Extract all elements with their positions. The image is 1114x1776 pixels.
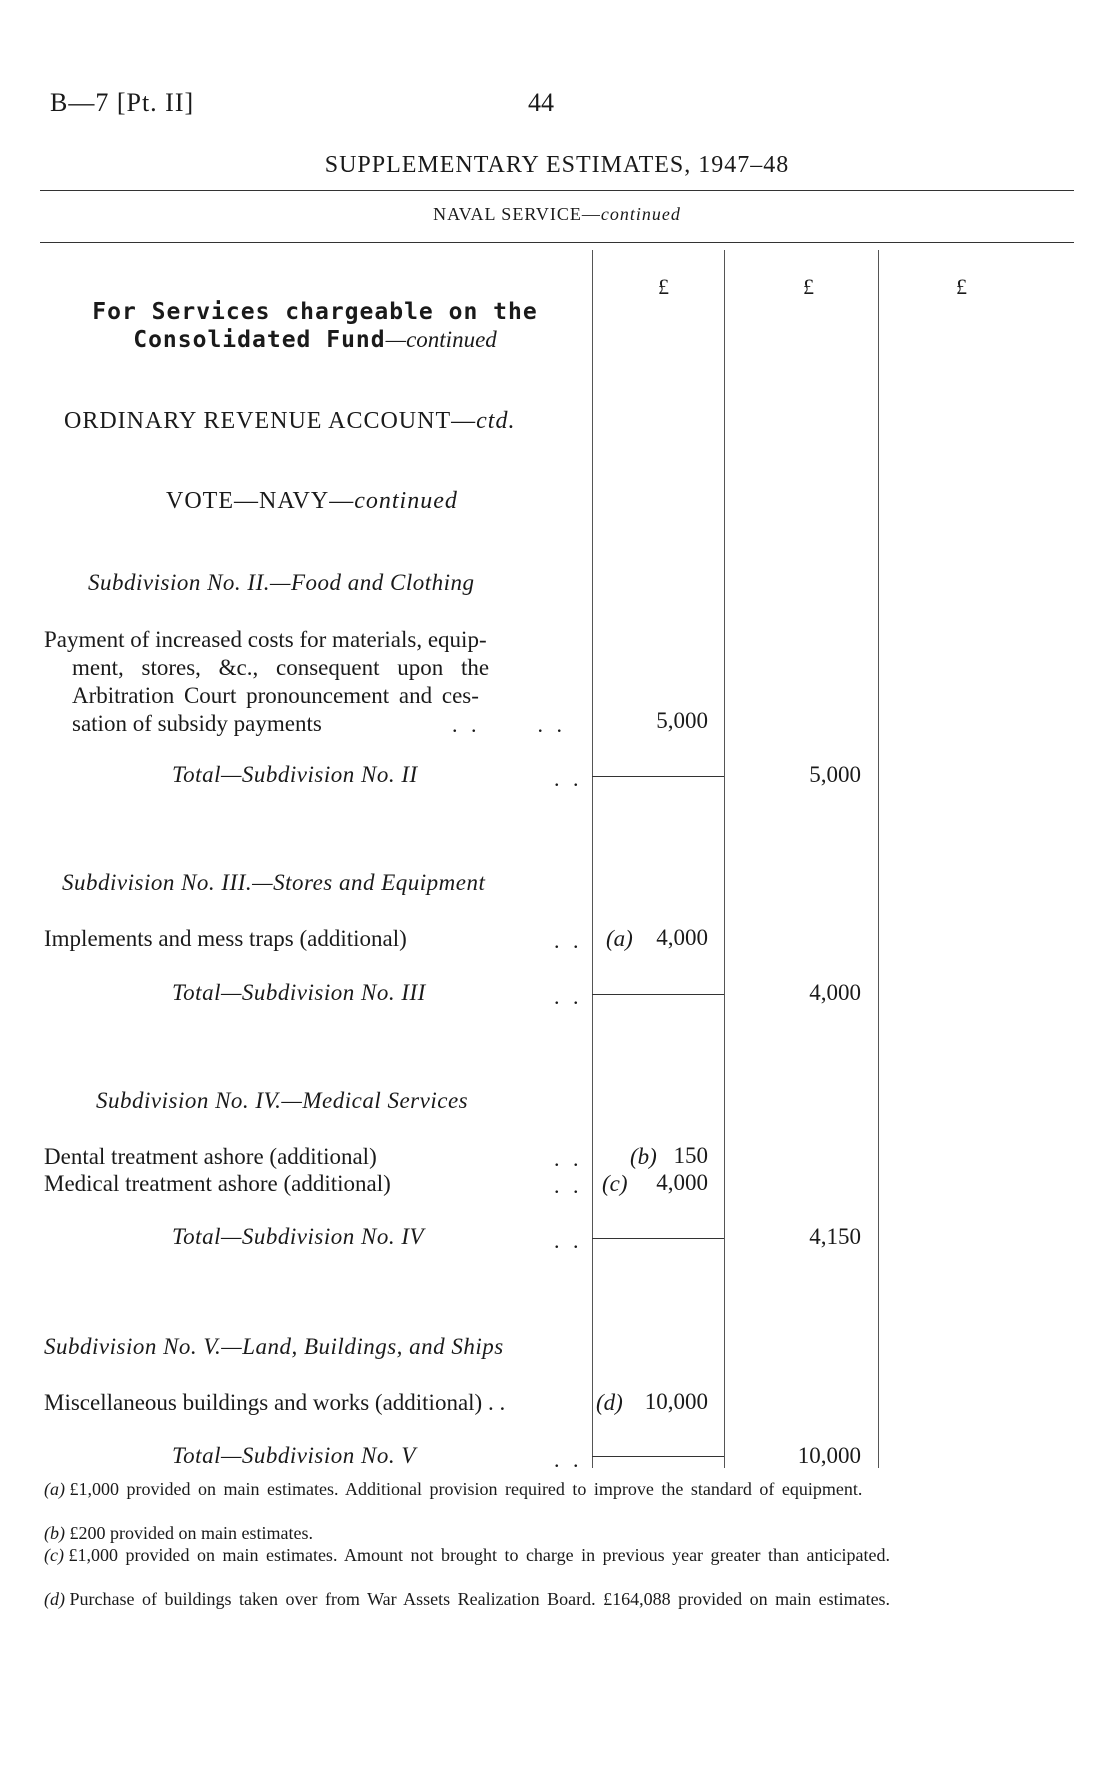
subdivision-heading: Subdivision No. III.—Stores and Equipment [62,870,486,895]
column-divider-3 [878,250,879,1468]
section-title-continued: continued [600,204,681,224]
account-heading-continued: ctd. [476,408,516,434]
footnote [44,1588,1044,1610]
fund-heading-line1: For Services chargeable on the [92,299,538,325]
leader-dots: . . [554,1146,583,1171]
total-rule [592,994,724,995]
section-title [0,204,1114,225]
column-divider-2 [724,250,725,1468]
subdivision-heading: Subdivision No. II.—Food and Clothing [88,570,475,595]
fund-heading [40,298,590,354]
footnote [44,1522,1044,1544]
leader-dots: . . [554,1173,583,1198]
list-item-text: Implements and mess traps (additional) [44,926,407,951]
section-rule [40,242,1074,243]
page-title: SUPPLEMENTARY ESTIMATES, 1947–48 [324,152,790,178]
subdivision-heading: Subdivision No. V.—Land, Buildings, and Ships [44,1334,504,1359]
footnote-label: (c) [44,1545,64,1565]
section-title-main: NAVAL SERVICE— [433,204,601,224]
column-divider-1 [592,250,593,1468]
subdivision-heading: Subdivision No. IV.—Medical Services [96,1088,469,1113]
item-line: Payment of increased costs for materials, equip- [44,627,487,652]
top-rule [40,190,1074,191]
subdivision-total: 10,000 [797,1443,861,1468]
vote-heading-continued: continued [354,488,458,514]
footnote [44,1478,1044,1500]
subdivision-total: 5,000 [809,762,861,787]
account-heading-main: ORDINARY REVENUE ACCOUNT— [64,408,477,434]
item-amount: 10,000 [644,1389,708,1414]
item-amount: 4,000 [656,1170,708,1195]
item-amount: 150 [673,1143,708,1168]
item-amount: 5,000 [656,708,708,733]
account-heading [64,408,515,435]
footnote [44,1544,1044,1566]
leader-dots: . . [554,984,583,1009]
page-number: 44 [528,88,554,117]
footnote-text: Purchase of buildings taken over from War Assets Realization Board. £164,088 provided on main estimates. [69,1589,891,1609]
total-rule [592,1238,724,1239]
item-line: ment, stores, &c., consequent upon the [72,655,490,680]
currency-header-3: £ [956,274,967,299]
list-item-text: Medical treatment ashore (additional) [44,1171,391,1196]
subdivision-total: 4,150 [809,1224,861,1249]
total-rule [592,1456,724,1457]
item-line: sation of subsidy payments [72,711,322,736]
subdivision-total: 4,000 [809,980,861,1005]
footnote-ref: (a) [606,926,633,951]
footnote-text: £1,000 provided on main estimates. Additional provision required to improve the standard of equipment. [69,1479,863,1499]
item-line: Arbitration Court pronouncement and ces- [72,683,479,708]
leader-dots: . . [554,1447,583,1472]
leader-dots: . . [554,1228,583,1253]
list-item-text: Miscellaneous buildings and works (additional) . . [44,1390,506,1415]
footnote-ref: (b) [630,1144,657,1169]
total-rule [592,776,724,777]
list-item-text [44,626,489,738]
currency-header-1: £ [658,274,669,299]
subdivision-total-label: Total—Subdivision No. II [172,762,418,787]
footnote-text: £1,000 provided on main estimates. Amount not brought to charge in previous year greater than anticipated. [68,1545,890,1565]
footnote-ref: (d) [596,1390,623,1415]
currency-header-2: £ [803,274,814,299]
item-amount: 4,000 [656,925,708,950]
list-item-text: Dental treatment ashore (additional) [44,1144,377,1169]
leader-dots: . . [554,928,583,953]
leader-dots: . . [554,766,583,791]
fund-heading-line2 [40,326,590,354]
footnote-label: (a) [44,1479,65,1499]
vote-heading [166,488,458,515]
footnote-label: (d) [44,1589,65,1609]
subdivision-total-label: Total—Subdivision No. IV [172,1224,425,1249]
document-reference: B—7 [Pt. II] [50,88,195,117]
fund-heading-name: Consolidated Fund [133,327,386,353]
vote-heading-main: VOTE—NAVY— [166,488,355,514]
subdivision-total-label: Total—Subdivision No. III [172,980,426,1005]
footnote-label: (b) [44,1523,65,1543]
subdivision-total-label: Total—Subdivision No. V [172,1443,416,1468]
leader-dots: . . . . [452,712,566,737]
fund-heading-continued: —continued [385,327,497,352]
footnote-ref: (c) [602,1171,628,1196]
footnote-text: £200 provided on main estimates. [69,1523,313,1543]
